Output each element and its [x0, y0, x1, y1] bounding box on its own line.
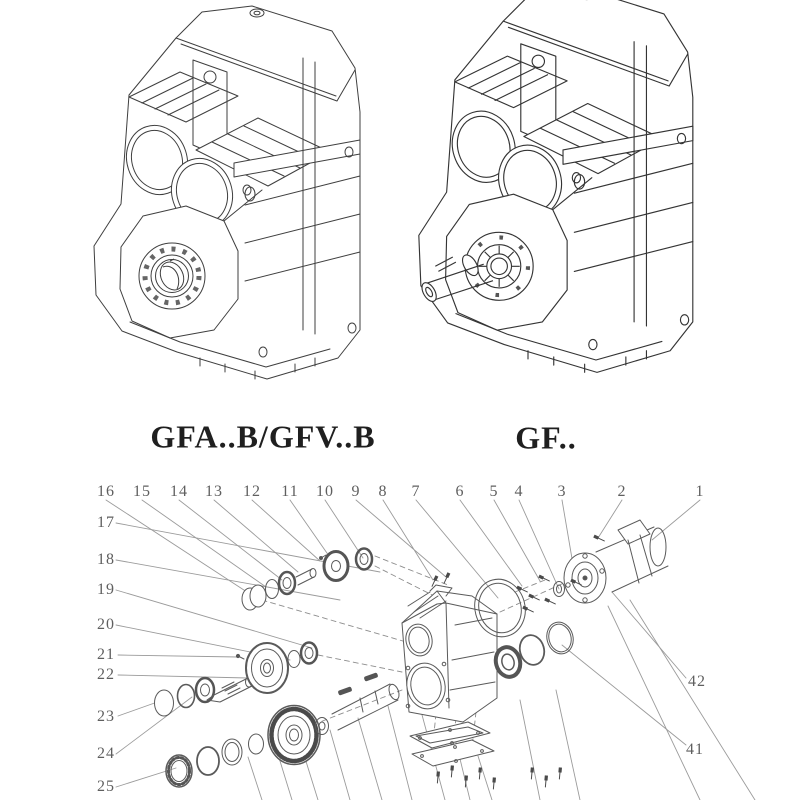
input-shaft-parts: [242, 549, 372, 611]
callout-16: 16: [97, 483, 115, 500]
callout-17: 17: [97, 514, 115, 531]
exploded-view: [106, 500, 755, 800]
model-label-gfab-gfvb: GFA..B/GFV..B: [150, 418, 376, 455]
model-label-gf: GF..: [515, 419, 577, 456]
exploded-motor: [564, 520, 668, 603]
callout-25: 25: [97, 778, 115, 795]
callout-2: 2: [617, 483, 627, 500]
callout-24: 24: [97, 745, 115, 762]
callout-18: 18: [97, 551, 115, 568]
callout-5: 5: [489, 483, 499, 500]
callout-10: 10: [316, 483, 334, 500]
callout-1: 1: [695, 483, 705, 500]
hollow-shaft-flange: [139, 243, 205, 309]
callout-8: 8: [378, 483, 388, 500]
callout-42: 42: [688, 673, 706, 690]
callout-6: 6: [455, 483, 465, 500]
callout-4: 4: [514, 483, 524, 500]
callout-13: 13: [205, 483, 223, 500]
callout-23: 23: [97, 708, 115, 725]
callout-11: 11: [281, 483, 299, 500]
callout-21: 21: [97, 646, 115, 663]
callout-14: 14: [170, 483, 188, 500]
callout-7: 7: [411, 483, 421, 500]
callout-41: 41: [686, 741, 704, 758]
callout-12: 12: [243, 483, 261, 500]
callout-9: 9: [351, 483, 361, 500]
callout-20: 20: [97, 616, 115, 633]
reducer-left-drawing: [94, 6, 360, 379]
callout-3: 3: [557, 483, 567, 500]
exploded-housing: [402, 585, 497, 722]
callout-22: 22: [97, 666, 115, 683]
cover-plate-and-gasket: [410, 722, 494, 766]
reducer-right-drawing: [419, 0, 693, 372]
callout-15: 15: [133, 483, 151, 500]
output-shaft-parts: [166, 672, 401, 787]
callout-19: 19: [97, 581, 115, 598]
